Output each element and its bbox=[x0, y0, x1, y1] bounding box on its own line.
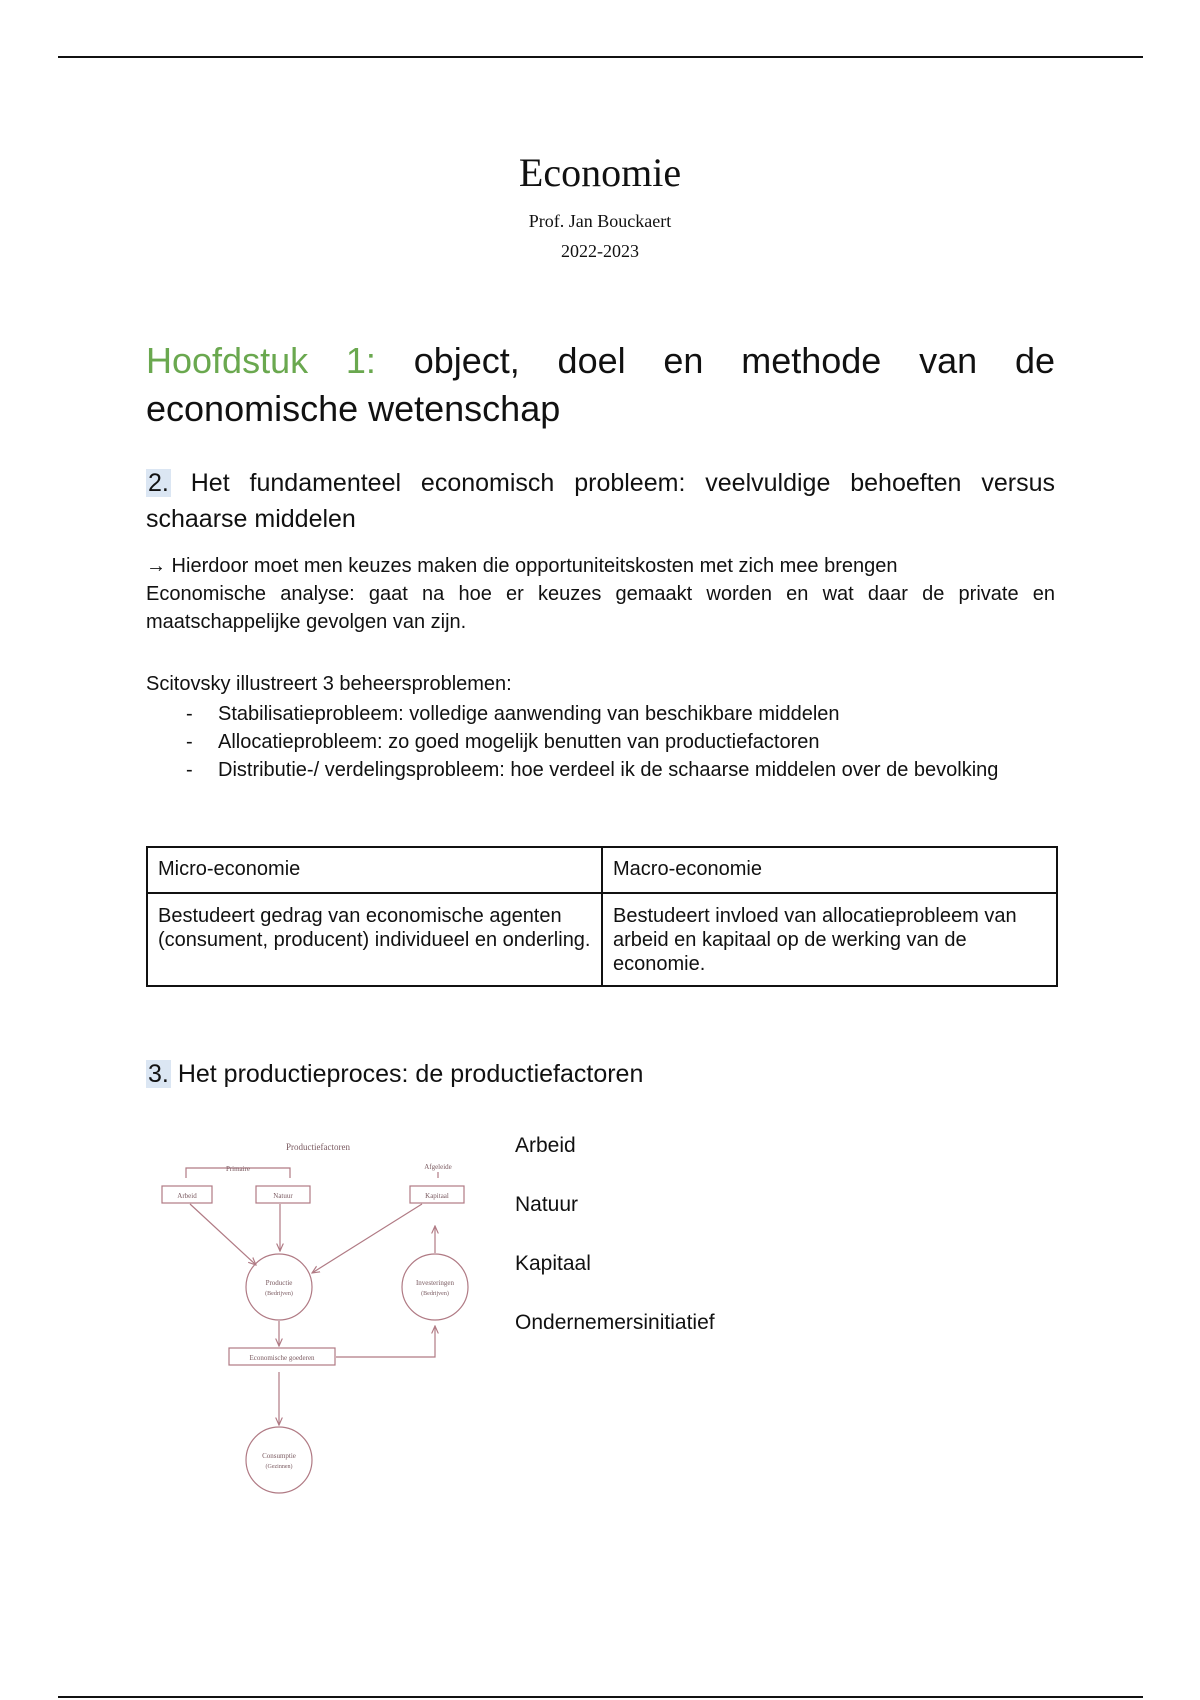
investeringen-sublabel: (Bedrijven) bbox=[421, 1291, 449, 1297]
problem-text: Distributie-/ verdelingsprobleem: hoe verdeel ik de schaarse middelen over de bevolking bbox=[218, 759, 999, 781]
section-3-title: Het productieproces: de productiefactoren bbox=[177, 1060, 644, 1088]
list-item: Kapitaal bbox=[515, 1252, 591, 1275]
problem-text: Stabilisatieprobleem: volledige aanwending van beschikbare middelen bbox=[218, 703, 840, 725]
productie-sublabel: (Bedrijven) bbox=[265, 1291, 293, 1297]
list-item bbox=[146, 756, 1055, 784]
chapter-heading bbox=[146, 337, 1055, 433]
consumptie-label: Consumptie bbox=[262, 1452, 296, 1460]
productie-label: Productie bbox=[265, 1279, 293, 1287]
investeringen-label: Investeringen bbox=[415, 1279, 455, 1287]
title-block bbox=[0, 150, 1200, 262]
section-3-heading bbox=[146, 1056, 1055, 1092]
bullet-dash: - bbox=[186, 759, 193, 781]
document-author: Prof. Jan Bouckaert bbox=[528, 211, 672, 231]
section-3-number: 3. bbox=[148, 1060, 169, 1088]
table-row bbox=[147, 893, 1057, 986]
table-header-row bbox=[147, 847, 1057, 893]
bullet-dash: - bbox=[186, 703, 193, 725]
list-item bbox=[146, 728, 1055, 756]
diagram-svg bbox=[146, 1130, 496, 1510]
factors-list bbox=[515, 1132, 715, 1368]
arrow-line: → Hierdoor moet men keuzes maken die opportuniteitskosten met zich mee brengen bbox=[146, 555, 898, 577]
table-cell-macro: Bestudeert invloed van allocatieprobleem van arbeid en kapitaal op de werking van de economie. bbox=[602, 893, 1057, 986]
list-item: Arbeid bbox=[515, 1134, 576, 1157]
section-2-title: Het fundamenteel economisch probleem: veelvuldige behoeften versus schaarse middelen bbox=[146, 469, 1055, 533]
table-cell-micro: Bestudeert gedrag van economische agenten (consument, producent) individueel en onderling. bbox=[147, 893, 602, 986]
problem-text: Allocatieprobleem: zo goed mogelijk benutten van productiefactoren bbox=[218, 731, 820, 753]
list-item: Ondernemersinitiatief bbox=[515, 1311, 715, 1334]
table-header-micro: Micro-economie bbox=[147, 847, 602, 893]
chapter-label: Hoofdstuk 1: bbox=[146, 340, 376, 381]
arrow-kapitaal-productie bbox=[312, 1204, 422, 1273]
circle-consumptie bbox=[246, 1427, 312, 1493]
problems-block bbox=[146, 670, 1055, 784]
box-label-natuur: Natuur bbox=[273, 1192, 293, 1200]
document-year: 2022-2023 bbox=[561, 241, 639, 261]
arrow-goederen-investeringen bbox=[336, 1326, 435, 1357]
analysis-text: Economische analyse: gaat na hoe er keuzes gemaakt worden en wat daar de private en maatschappelijke gevolgen van zijn. bbox=[146, 583, 1055, 633]
bottom-rule bbox=[58, 1696, 1143, 1698]
box-label-goederen: Economische goederen bbox=[249, 1354, 315, 1362]
circle-productie bbox=[246, 1254, 312, 1320]
scitovsky-intro: Scitovsky illustreert 3 beheersproblemen: bbox=[146, 673, 512, 695]
document-title: Economie bbox=[518, 150, 682, 195]
circle-investeringen bbox=[402, 1254, 468, 1320]
section-2-paragraph bbox=[146, 552, 1055, 636]
primary-label: Primaire bbox=[225, 1165, 251, 1173]
box-label-kapitaal: Kapitaal bbox=[425, 1192, 449, 1200]
box-label-arbeid: Arbeid bbox=[177, 1192, 197, 1200]
section-2-heading bbox=[146, 465, 1055, 537]
micro-macro-table bbox=[146, 846, 1058, 987]
list-item bbox=[146, 700, 1055, 728]
derived-label: Afgeleide bbox=[424, 1163, 452, 1171]
problems-list bbox=[146, 700, 1055, 784]
list-item: Natuur bbox=[515, 1193, 579, 1216]
arrow-arbeid-productie bbox=[190, 1204, 256, 1265]
diagram-heading: Productiefactoren bbox=[286, 1142, 350, 1152]
bullet-dash: - bbox=[186, 731, 193, 753]
table-header-macro: Macro-economie bbox=[602, 847, 1057, 893]
top-rule bbox=[58, 56, 1143, 58]
section-2-number: 2. bbox=[148, 469, 169, 497]
production-factors-diagram bbox=[146, 1130, 496, 1510]
chapter-title: object, doel en methode van de economische wetenschap bbox=[146, 340, 1055, 429]
consumptie-sublabel: (Gezinnen) bbox=[265, 1464, 293, 1470]
